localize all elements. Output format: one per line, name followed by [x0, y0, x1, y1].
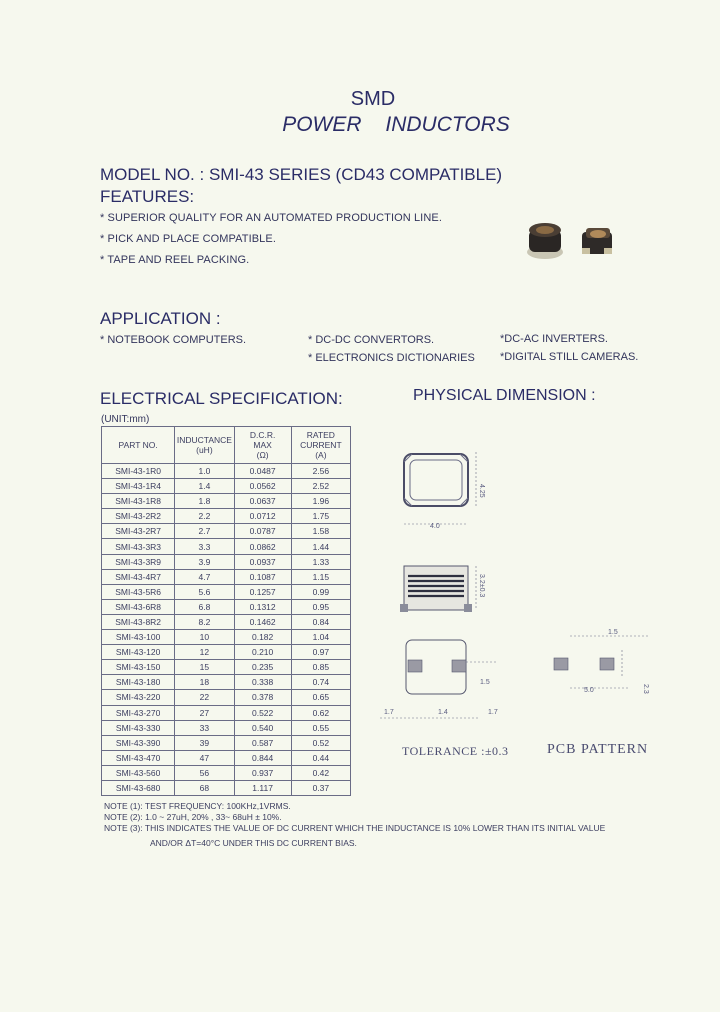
cell-dcr: 0.937 — [234, 765, 291, 780]
cell-part-no: SMI-43-150 — [102, 660, 175, 675]
cell-dcr: 0.378 — [234, 690, 291, 705]
electrical-heading: ELECTRICAL SPECIFICATION: — [100, 389, 343, 408]
note-3: NOTE (3): THIS INDICATES THE VALUE OF DC CURRENT WHICH THE INDUCTANCE IS 10% LOWER THAN ITS INITIAL VALUE — [104, 823, 606, 833]
feature-item: * PICK AND PLACE COMPATIBLE. — [100, 233, 276, 245]
note-3-continued: AND/OR ΔT=40°C UNDER THIS DC CURRENT BIAS. — [150, 838, 357, 848]
cell-part-no: SMI-43-330 — [102, 720, 175, 735]
cell-inductance: 68 — [175, 780, 234, 795]
cell-part-no: SMI-43-270 — [102, 705, 175, 720]
dim-height-top: 4.25 — [478, 484, 485, 498]
cell-inductance: 12 — [175, 645, 234, 660]
spec-row — [102, 660, 351, 675]
spec-row — [102, 690, 351, 705]
cell-dcr: 0.0937 — [234, 554, 291, 569]
cell-rated-current: 1.75 — [291, 509, 350, 524]
product-photo — [520, 218, 620, 264]
spec-row — [102, 645, 351, 660]
tolerance-label: TOLERANCE :±0.3 — [402, 744, 509, 758]
cell-part-no: SMI-43-470 — [102, 750, 175, 765]
cell-rated-current: 0.85 — [291, 660, 350, 675]
header-inductance: INDUCTANCE (uH) — [175, 427, 234, 464]
cell-inductance: 2.7 — [175, 524, 234, 539]
cell-part-no: SMI-43-2R2 — [102, 509, 175, 524]
spec-row — [102, 494, 351, 509]
cell-dcr: 0.1312 — [234, 599, 291, 614]
inductor-photo-right — [582, 228, 612, 254]
cell-inductance: 3.9 — [175, 554, 234, 569]
spec-row — [102, 735, 351, 750]
cell-part-no: SMI-43-560 — [102, 765, 175, 780]
cell-dcr: 0.0562 — [234, 479, 291, 494]
cell-dcr: 0.0487 — [234, 464, 291, 479]
cell-rated-current: 0.95 — [291, 599, 350, 614]
spec-row — [102, 765, 351, 780]
cell-part-no: SMI-43-5R6 — [102, 584, 175, 599]
cell-inductance: 22 — [175, 690, 234, 705]
cell-dcr: 0.0862 — [234, 539, 291, 554]
spec-row — [102, 479, 351, 494]
spec-row — [102, 599, 351, 614]
cell-inductance: 1.4 — [175, 479, 234, 494]
feature-item: * TAPE AND REEL PACKING. — [100, 254, 250, 266]
cell-part-no: SMI-43-1R4 — [102, 479, 175, 494]
dim-side-height: 3.2±0.3 — [478, 574, 485, 598]
cell-part-no: SMI-43-4R7 — [102, 569, 175, 584]
cell-rated-current: 1.04 — [291, 630, 350, 645]
dimension-drawing — [370, 440, 710, 740]
dim-pcb-a: 1.5 — [608, 629, 618, 636]
cell-dcr: 0.338 — [234, 675, 291, 690]
spec-row — [102, 584, 351, 599]
spec-row — [102, 554, 351, 569]
application-item: * NOTEBOOK COMPUTERS. — [100, 334, 247, 346]
cell-rated-current: 0.84 — [291, 614, 350, 629]
side-view — [400, 566, 476, 612]
cell-part-no: SMI-43-3R9 — [102, 554, 175, 569]
features-heading: FEATURES: — [100, 187, 195, 206]
model-number: MODEL NO. : SMI-43 SERIES (CD43 COMPATIBLE) — [100, 165, 503, 184]
cell-rated-current: 0.37 — [291, 780, 350, 795]
spec-row — [102, 705, 351, 720]
note-1: NOTE (1): TEST FREQUENCY: 100KHz,1VRMS. — [104, 801, 291, 811]
note-2: NOTE (2): 1.0 ~ 27uH, 20% , 33~ 68uH ± 10%. — [104, 812, 282, 822]
cell-dcr: 0.1257 — [234, 584, 291, 599]
unit-label: (UNIT:mm) — [101, 414, 150, 425]
application-item: * DC-DC CONVERTORS. — [308, 334, 435, 346]
spec-header-row — [102, 427, 351, 464]
cell-rated-current: 1.96 — [291, 494, 350, 509]
spec-row — [102, 675, 351, 690]
application-item: * ELECTRONICS DICTIONARIES — [308, 352, 475, 364]
cell-rated-current: 0.74 — [291, 675, 350, 690]
cell-inductance: 10 — [175, 630, 234, 645]
cell-dcr: 0.540 — [234, 720, 291, 735]
spec-table-body — [102, 464, 351, 796]
cell-inductance: 15 — [175, 660, 234, 675]
cell-inductance: 39 — [175, 735, 234, 750]
dim-pcb-c: 2.3 — [642, 684, 649, 694]
cell-inductance: 1.0 — [175, 464, 234, 479]
cell-inductance: 2.2 — [175, 509, 234, 524]
feature-item: * SUPERIOR QUALITY FOR AN AUTOMATED PRODUCTION LINE. — [100, 212, 442, 224]
cell-inductance: 8.2 — [175, 614, 234, 629]
dim-p3: 1.4 — [438, 709, 448, 716]
cell-inductance: 33 — [175, 720, 234, 735]
cell-dcr: 0.0787 — [234, 524, 291, 539]
cell-inductance: 5.6 — [175, 584, 234, 599]
spec-row — [102, 464, 351, 479]
cell-part-no: SMI-43-3R3 — [102, 539, 175, 554]
cell-inductance: 47 — [175, 750, 234, 765]
spec-row — [102, 750, 351, 765]
header-rated-current: RATED CURRENT (A) — [291, 427, 350, 464]
cell-dcr: 1.117 — [234, 780, 291, 795]
cell-rated-current: 0.99 — [291, 584, 350, 599]
cell-part-no: SMI-43-220 — [102, 690, 175, 705]
application-item: *DIGITAL STILL CAMERAS. — [500, 351, 639, 363]
cell-rated-current: 1.58 — [291, 524, 350, 539]
cell-rated-current: 1.15 — [291, 569, 350, 584]
cell-inductance: 18 — [175, 675, 234, 690]
inductor-photo-left — [527, 223, 563, 259]
spec-table — [101, 426, 351, 796]
cell-dcr: 0.182 — [234, 630, 291, 645]
cell-dcr: 0.1462 — [234, 614, 291, 629]
cell-rated-current: 2.56 — [291, 464, 350, 479]
pcb-pattern-label: PCB PATTERN — [547, 742, 649, 757]
dim-p1: 1.5 — [480, 679, 490, 686]
cell-dcr: 0.0637 — [234, 494, 291, 509]
top-view — [404, 452, 476, 524]
pcb-pattern — [554, 636, 650, 688]
spec-row — [102, 524, 351, 539]
cell-dcr: 0.0712 — [234, 509, 291, 524]
cell-rated-current: 0.62 — [291, 705, 350, 720]
cell-rated-current: 0.44 — [291, 750, 350, 765]
cell-inductance: 56 — [175, 765, 234, 780]
cell-part-no: SMI-43-2R7 — [102, 524, 175, 539]
dim-width-top: 4.0 — [430, 523, 440, 530]
cell-dcr: 0.210 — [234, 645, 291, 660]
cell-inductance: 1.8 — [175, 494, 234, 509]
header-title: POWER INDUCTORS — [282, 113, 510, 136]
cell-dcr: 0.522 — [234, 705, 291, 720]
cell-dcr: 0.235 — [234, 660, 291, 675]
cell-inductance: 27 — [175, 705, 234, 720]
bottom-view — [380, 640, 496, 718]
cell-inductance: 4.7 — [175, 569, 234, 584]
cell-dcr: 0.587 — [234, 735, 291, 750]
spec-row — [102, 630, 351, 645]
application-heading: APPLICATION : — [100, 309, 221, 328]
header-dcr: D.C.R. MAX (Ω) — [234, 427, 291, 464]
physical-heading: PHYSICAL DIMENSION : — [413, 387, 596, 404]
cell-part-no: SMI-43-100 — [102, 630, 175, 645]
application-item: *DC-AC INVERTERS. — [500, 333, 608, 345]
spec-row — [102, 720, 351, 735]
cell-rated-current: 1.33 — [291, 554, 350, 569]
cell-rated-current: 0.65 — [291, 690, 350, 705]
cell-part-no: SMI-43-6R8 — [102, 599, 175, 614]
cell-part-no: SMI-43-680 — [102, 780, 175, 795]
cell-part-no: SMI-43-8R2 — [102, 614, 175, 629]
cell-rated-current: 0.52 — [291, 735, 350, 750]
cell-part-no: SMI-43-1R0 — [102, 464, 175, 479]
cell-part-no: SMI-43-1R8 — [102, 494, 175, 509]
cell-part-no: SMI-43-180 — [102, 675, 175, 690]
cell-dcr: 0.844 — [234, 750, 291, 765]
dim-p4: 1.7 — [488, 709, 498, 716]
cell-rated-current: 2.52 — [291, 479, 350, 494]
dim-pcb-b: 5.0 — [584, 687, 594, 694]
spec-row — [102, 780, 351, 795]
cell-inductance: 3.3 — [175, 539, 234, 554]
spec-row — [102, 569, 351, 584]
spec-row — [102, 539, 351, 554]
cell-rated-current: 0.97 — [291, 645, 350, 660]
header-part-no: PART NO. — [102, 427, 175, 464]
cell-part-no: SMI-43-120 — [102, 645, 175, 660]
cell-dcr: 0.1087 — [234, 569, 291, 584]
cell-rated-current: 0.55 — [291, 720, 350, 735]
spec-row — [102, 509, 351, 524]
header-smd: SMD — [350, 88, 396, 110]
dim-p2: 1.7 — [384, 709, 394, 716]
cell-part-no: SMI-43-390 — [102, 735, 175, 750]
cell-inductance: 6.8 — [175, 599, 234, 614]
cell-rated-current: 1.44 — [291, 539, 350, 554]
cell-rated-current: 0.42 — [291, 765, 350, 780]
spec-row — [102, 614, 351, 629]
